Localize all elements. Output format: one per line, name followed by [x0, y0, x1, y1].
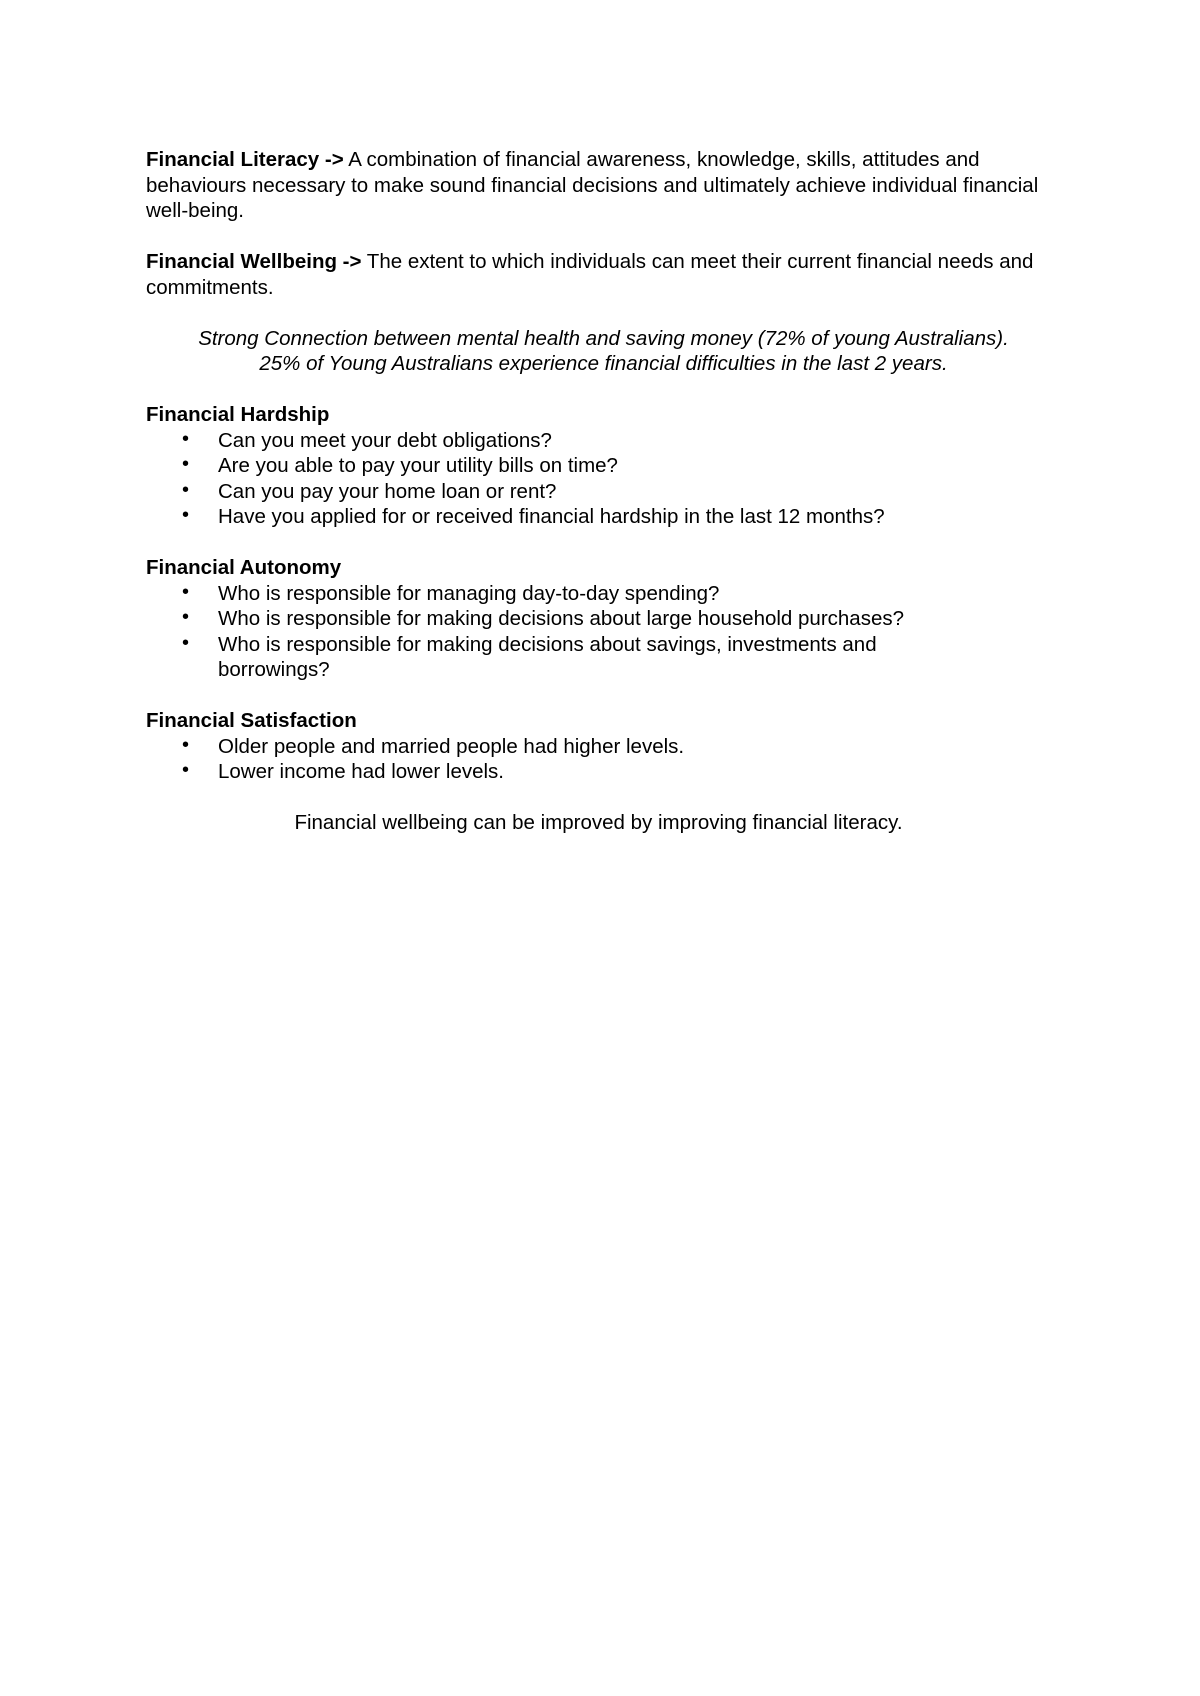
- list-item: [146, 453, 1061, 479]
- section-heading: Financial Hardship: [146, 403, 330, 426]
- conclusion: Financial wellbeing can be improved by improving financial literacy.: [294, 811, 903, 834]
- definition-text: A combination of financial awareness, knowledge, skills, attitudes and behaviours necessary to make sound financial decisions and ultimately achieve individual financial well-being.: [146, 148, 1039, 222]
- list-item-text: Who is responsible for managing day-to-day spending?: [218, 581, 720, 605]
- list-item-text: Are you able to pay your utility bills on time?: [218, 454, 618, 477]
- bullet-icon: •: [182, 733, 190, 756]
- bullet-icon: •: [182, 631, 190, 654]
- section-heading: Financial Autonomy: [146, 556, 342, 579]
- list-item: [146, 606, 1061, 632]
- section-financial-satisfaction: [146, 708, 1061, 785]
- list-item-text: Can you pay your home loan or rent?: [218, 479, 557, 503]
- list-item-text: Lower income had lower levels.: [218, 760, 504, 783]
- bullet-icon: •: [182, 478, 190, 501]
- section-financial-hardship: [146, 402, 1061, 530]
- definition-text: The extent to which individuals can meet their current financial needs and commitments.: [146, 250, 1034, 299]
- list-item: [146, 479, 1061, 505]
- list-item-text: Can you meet your debt obligations?: [218, 428, 552, 452]
- definition-financial-literacy: [146, 147, 1061, 224]
- list-item-text: Have you applied for or received financial hardship in the last 12 months?: [218, 505, 885, 528]
- statistics-block: [146, 326, 1061, 377]
- bullet-list: [146, 734, 1061, 785]
- list-item-text: Older people and married people had higher levels.: [218, 734, 685, 758]
- list-item: [146, 632, 1061, 683]
- bullet-icon: •: [182, 759, 190, 781]
- section-financial-autonomy: [146, 555, 1061, 683]
- document-page: [146, 147, 1061, 836]
- bullet-icon: •: [182, 606, 190, 628]
- bullet-icon: •: [182, 504, 190, 526]
- bullet-list: [146, 581, 1061, 683]
- definition-term: Financial Literacy ->: [146, 148, 344, 171]
- list-item: [146, 581, 1061, 607]
- definition-term: Financial Wellbeing ->: [146, 250, 362, 273]
- statistic-financial-difficulties: 25% of Young Australians experience financial difficulties in the last 2 years.: [259, 352, 948, 375]
- list-item: [146, 504, 1061, 530]
- bullet-icon: •: [182, 580, 190, 603]
- list-item: [146, 759, 1061, 785]
- list-item-text: Who is responsible for making decisions about large household purchases?: [218, 607, 905, 630]
- bullet-icon: •: [182, 427, 190, 450]
- bullet-icon: •: [182, 453, 190, 475]
- definition-financial-wellbeing: [146, 249, 1061, 300]
- list-item: [146, 428, 1061, 454]
- list-item: [146, 734, 1061, 760]
- bullet-list: [146, 428, 1061, 530]
- list-item-text: Who is responsible for making decisions about savings, investments and borrowings?: [218, 632, 877, 681]
- statistic-mental-health: Strong Connection between mental health and saving money (72% of young Australians).: [198, 326, 1009, 350]
- section-heading: Financial Satisfaction: [146, 709, 357, 732]
